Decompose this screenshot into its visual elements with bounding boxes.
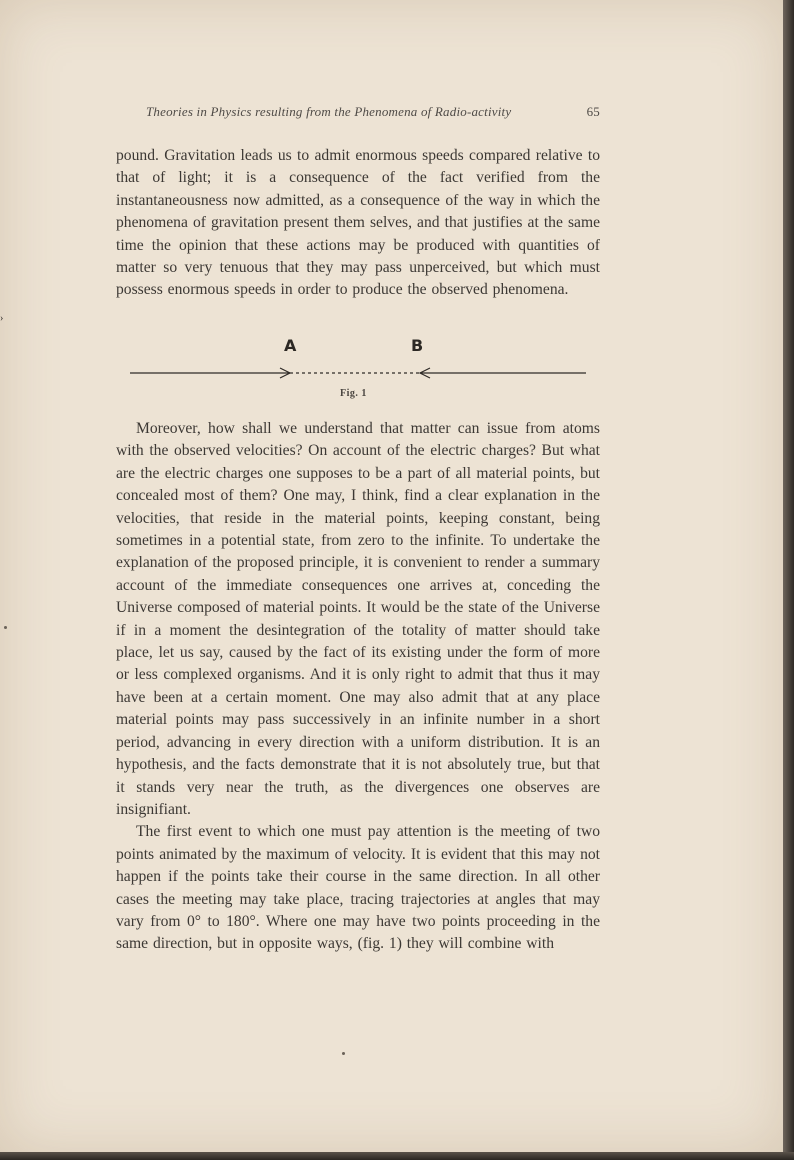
paper-speck: [342, 1052, 345, 1055]
margin-mark: ›: [0, 313, 4, 324]
page-edge-right: [783, 0, 794, 1160]
figure-diagram: [130, 336, 590, 386]
page-edge-bottom: [0, 1152, 794, 1160]
figure-label-a: A: [284, 336, 297, 355]
paragraph-1: [116, 145, 600, 302]
page-number: 65: [586, 104, 600, 119]
paragraph-2: Moreover, how shall we understand that matter can issue from atoms with the observed velocities? On account of the electric charges? But what are the electric charges one supposes to be a part of all material points, but concealed most of them? One may, I think, find a clear explanation in the velocities, that reside in the material points, keeping constant, being sometimes in a potential state, from zero to the infinite. To undertake the explanation of the proposed principle, it is convenient to render a summary account of the immediate consequences one arrives at, conceding the Universe composed of material points. It would be the state of the Universe if in a moment the desintegration of the totality of matter should take place, let us say, caused by the fact of its existing under the form of more or less complexed organisms. And it is only right to admit that thus it may have been at a certain moment. One may also admit that at any place material points may pass successively in an infinite number in a short period, advancing in every direction with a uniform distribution. It is an hypothesis, and the facts demonstrate that it is not absolutely true, but that it stands very near the truth, as the divergences one observes are insignifiant.: [116, 420, 600, 818]
paper-speck: [4, 626, 7, 629]
paragraph-text: pound. Gravitation leads us to admit enormous speeds compared relative to that of light; it is a consequence of the fact verified from the instantaneousness now admitted, as a consequence of the way in which the phenomena of gravitation present them selves, and that justifies at the same time the opinion that these actions may be produced with quantities of matter so very tenuous that they may pass unperceived, but which must possess enormous speeds in order to produce the observed phenomena.: [116, 147, 600, 299]
running-title: Theories in Physics resulting from the Phenomena of Radio-activity: [146, 104, 512, 119]
body-text: [116, 418, 600, 956]
figure-1: [130, 336, 590, 406]
figure-label-b: B: [411, 336, 424, 355]
figure-caption: Fig. 1: [340, 388, 367, 399]
paragraph-3: The first event to which one must pay attention is the meeting of two points animated by the maximum of velocity. It is evident that this may not happen if the points take their course in the same direction. In all other cases the meeting may take place, tracing trajectories at angles that may vary from 0° to 180°. Where one may have two points proceeding in the same direction, but in opposite ways, (fig. 1) they will combine with: [116, 823, 600, 953]
